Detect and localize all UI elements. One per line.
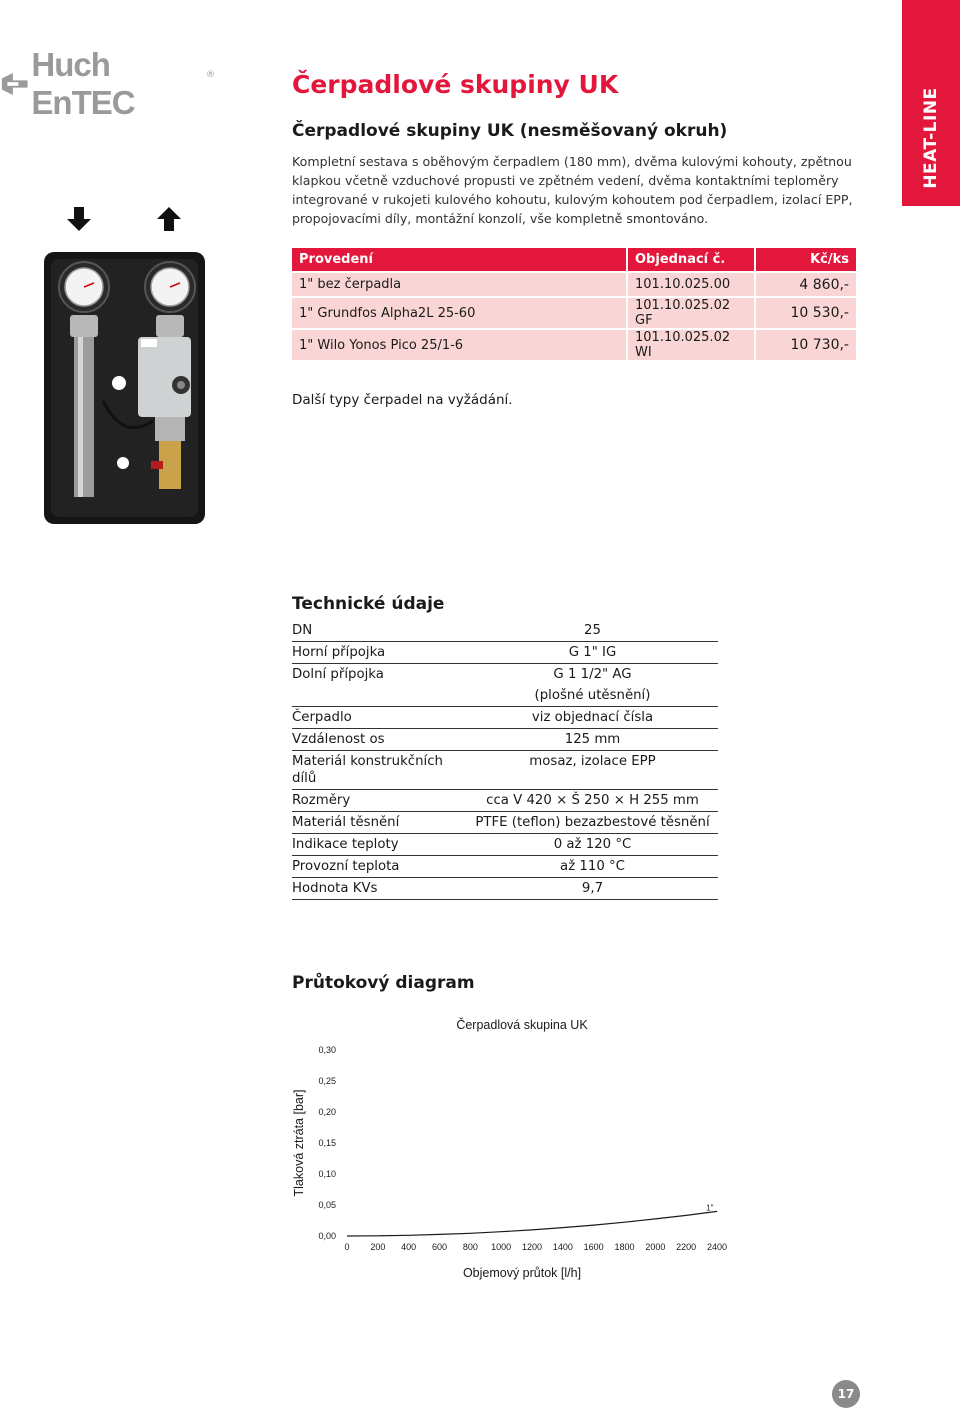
tech-row: [292, 707, 718, 729]
page-title: Čerpadlové skupiny UK: [292, 70, 619, 99]
cell-variant: 1" Grundfos Alpha2L 25-60: [292, 298, 626, 328]
y-tick-label: 0,25: [318, 1076, 336, 1086]
intro-line: Kompletní sestava s oběhovým čerpadlem (180 mm), dvěma kulovými kohouty, zpětnou: [292, 154, 852, 169]
tech-row: [292, 642, 718, 664]
tech-value: (plošné utěsnění): [534, 688, 651, 703]
side-tab: [902, 0, 960, 206]
tech-key: DN: [292, 623, 313, 638]
y-tick-label: 0,00: [318, 1231, 336, 1241]
tech-key: Vzdálenost os: [292, 732, 385, 747]
tech-key: Čerpadlo: [292, 710, 352, 725]
note-text: Další typy čerpadel na vyžádání.: [292, 392, 513, 408]
cell-variant: 1" bez čerpadla: [292, 273, 626, 296]
tech-value: 9,7: [581, 881, 604, 896]
cell-price: 10 530,-: [756, 298, 856, 328]
x-tick-label: 800: [462, 1242, 478, 1252]
logo-registered: ®: [206, 70, 215, 80]
logo-mark-icon: [0, 68, 29, 100]
x-tick-label: 400: [401, 1242, 417, 1252]
y-axis-label: Tlaková ztráta [bar]: [292, 1089, 306, 1197]
tech-row: [292, 751, 718, 790]
col-header-order-no: Objednací č.: [628, 248, 754, 271]
intro-line: propojovacími díly, montážní konzolí, vše kompletně smontováno.: [292, 211, 709, 226]
series-label: 1": [706, 1203, 714, 1213]
y-tick-label: 0,20: [318, 1107, 336, 1117]
x-tick-label: 600: [431, 1242, 448, 1252]
tech-row: [292, 856, 718, 878]
x-tick-label: 1400: [552, 1242, 573, 1252]
cell-price: 10 730,-: [756, 330, 856, 360]
x-axis-label: Objemový průtok [l/h]: [462, 1266, 582, 1280]
table-row: [292, 273, 856, 296]
x-tick-label: 2000: [645, 1242, 666, 1252]
tech-value: až 110 °C: [560, 859, 625, 874]
tech-heading: Technické údaje: [292, 594, 445, 614]
tech-value: viz objednací čísla: [531, 710, 654, 725]
section-subtitle: Čerpadlové skupiny UK (nesměšovaný okruh): [292, 121, 728, 141]
col-header-variant: Provedení: [292, 248, 626, 271]
intro-line: klapkou včetně vzduchové propusti ve zpětném vedení, dvěma kontaktními teploměry: [292, 173, 839, 188]
tech-key: Provozní teplota: [292, 859, 400, 874]
flow-chart: [0, 1005, 960, 1295]
y-tick-label: 0,15: [318, 1138, 336, 1148]
chart-title: Čerpadlová skupina UK: [456, 1018, 588, 1032]
tech-value: G 1" IG: [568, 645, 617, 660]
x-tick-label: 1600: [583, 1242, 604, 1252]
tech-key: Horní přípojka: [292, 645, 386, 660]
x-tick-label: 1200: [521, 1242, 543, 1252]
series-line: [347, 1211, 717, 1236]
tech-row: [292, 664, 718, 685]
y-tick-label: 0,10: [318, 1169, 336, 1179]
x-tick-label: 2200: [676, 1242, 697, 1252]
tech-value: PTFE (teflon) bezazbestové těsnění: [475, 815, 710, 830]
tech-value: 0 až 120 °C: [553, 837, 632, 852]
arrow-up-icon: [156, 206, 182, 232]
table-row: [292, 330, 856, 360]
x-tick-label: 1800: [614, 1242, 635, 1252]
tech-table: [292, 620, 718, 900]
x-tick-label: 2400: [706, 1242, 728, 1252]
arrow-down-icon: [66, 206, 92, 232]
logo-text: Huch EnTEC: [31, 46, 135, 121]
intro-line: integrované v rukojeti kulového kohoutu, kulovým kohoutem pod čerpadlem, izolací EPP,: [292, 192, 853, 207]
tech-key: Materiál těsnění: [292, 815, 400, 830]
cell-price: 4 860,-: [756, 273, 856, 296]
tech-row: [292, 812, 718, 834]
tech-row: [292, 620, 718, 642]
cell-order-no: 101.10.025.00: [628, 273, 754, 296]
table-header-row: [292, 248, 856, 271]
cell-order-no: 101.10.025.02 GF: [628, 298, 754, 328]
tech-value: mosaz, izolace EPP: [529, 754, 656, 769]
pump-group-image: [43, 251, 206, 525]
tech-row: [292, 729, 718, 751]
tech-value: 125 mm: [564, 732, 621, 747]
tech-row: [292, 790, 718, 812]
x-tick-label: 1000: [491, 1242, 512, 1252]
table-row: [292, 298, 856, 328]
tech-key: Hodnota KVs: [292, 881, 378, 896]
page-number: 17: [832, 1380, 860, 1408]
cell-order-no: 101.10.025.02 WI: [628, 330, 754, 360]
tech-value: cca V 420 × Š 250 × H 255 mm: [486, 793, 699, 808]
tech-value: 25: [584, 623, 601, 638]
col-header-price: Kč/ks: [756, 248, 856, 271]
tech-key: Indikace teploty: [292, 837, 399, 852]
tech-row: [292, 834, 718, 856]
flow-heading: Průtokový diagram: [292, 973, 475, 993]
side-tab-label: HEAT-LINE: [921, 87, 941, 189]
y-tick-label: 0,05: [318, 1200, 336, 1210]
intro-text: [292, 152, 877, 228]
brand-logo: [0, 46, 215, 121]
tech-key: Materiál konstrukčních dílů: [292, 754, 443, 786]
x-tick-label: 200: [370, 1242, 386, 1252]
tech-key: [292, 685, 467, 706]
tech-value: G 1 1/2" AG: [553, 667, 632, 682]
tech-key: Rozměry: [292, 793, 351, 808]
tech-row: [292, 878, 718, 900]
order-table: [292, 246, 856, 362]
x-tick-label: 0: [344, 1242, 350, 1252]
tech-row: [292, 685, 718, 707]
tech-key: Dolní přípojka: [292, 667, 384, 682]
cell-variant: 1" Wilo Yonos Pico 25/1-6: [292, 330, 626, 360]
y-tick-label: 0,30: [318, 1045, 336, 1055]
